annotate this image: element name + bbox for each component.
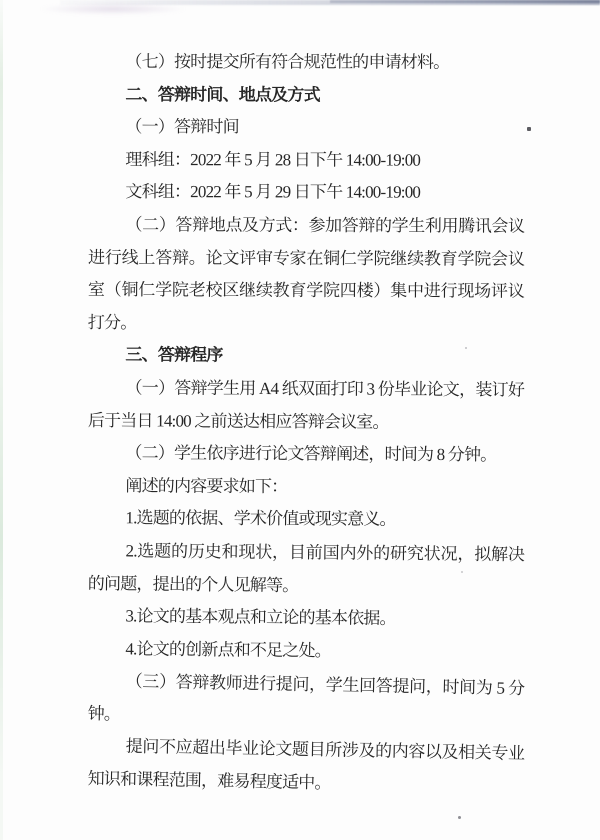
document-body [88,46,524,796]
paper-edge-tint [0,0,3,840]
scan-artifact-top-band [60,0,600,5]
paragraph-presentation-time: （二）学生依序进行论文答辩阐述，时间为 8 分钟。 [125,443,497,465]
list-item-1-topic-basis: 1.选题的依据、学术价值或现实意义。 [125,508,396,530]
paragraph-arts-group-time: 文科组：2022 年 5 月 29 日下午 14:00-19:00 [125,182,421,202]
paragraph-defense-location-method: （二）答辩地点及方式：参加答辩的学生利用腾讯会议进行线上答辩。论文评审专家在铜仁学院继续教育学院会议室（铜仁学院老校区继续教育学院四楼）集中进行现场评议打分。 [87,215,525,332]
paragraph-science-group-time: 理科组：2022 年 5 月 28 日下午 14:00-19:00 [125,149,421,170]
list-item-2-topic-history: 2.选题的历史和现状，目前国内外的研究状况，拟解决的问题，提出的个人见解等。 [87,541,525,595]
scan-speck [527,127,531,131]
list-item-4-innovations: 4.论文的创新点和不足之处。 [125,639,332,661]
paragraph-content-requirements: 阐述的内容要求如下： [125,475,288,496]
paragraph-print-thesis: （一）答辩学生用 A4 纸双面打印 3 份毕业论文，装订好后于当日 14:00 之前送达相应答辩会议室。 [87,378,525,432]
scan-artifact-smudge [38,3,188,15]
scan-speck [458,816,461,819]
paragraph-teacher-questions: （三）答辩教师进行提问，学生回答提问，时间为 5 分钟。 [87,671,525,724]
list-item-3-main-points: 3.论文的基本观点和立论的基本依据。 [125,606,396,629]
paragraph-defense-time-label: （一）答辩时间 [125,117,239,137]
paragraph-submit-materials: （七）按时提交所有符合规范性的申请材料。 [125,52,450,72]
heading-defense-procedure: 三、答辩程序 [125,345,223,365]
paragraph-question-scope: 提问不应超出毕业论文题目所涉及的内容以及相关专业知识和课程范围，难易程度适中。 [87,737,525,793]
scan-artifact-top-band-dark [330,0,600,3]
heading-defense-time-location: 二、答辩时间、地点及方式 [125,84,320,104]
